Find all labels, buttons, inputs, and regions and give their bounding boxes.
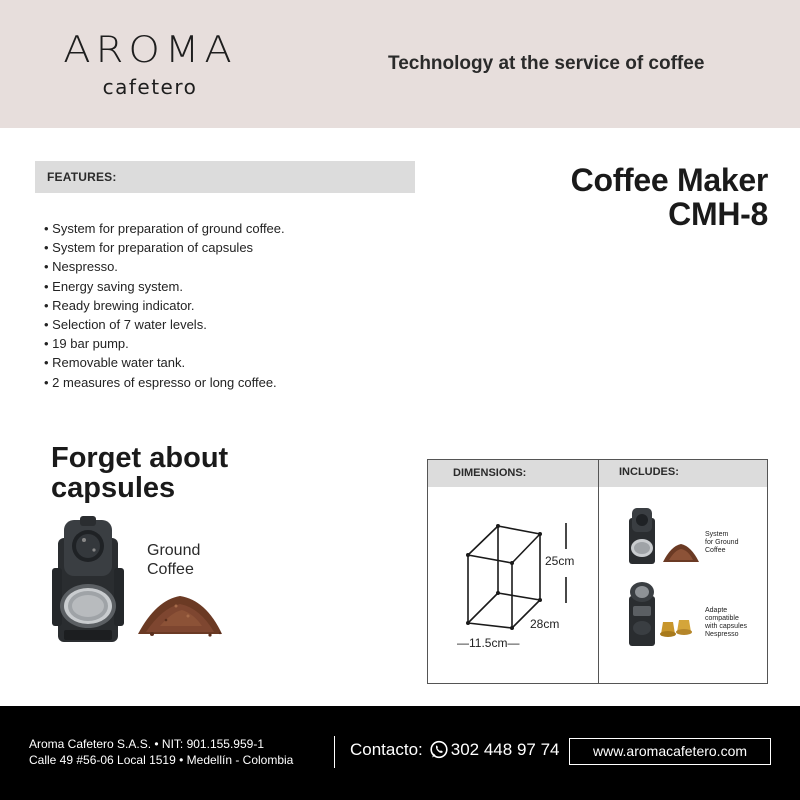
contact-label: Contacto: [350, 740, 423, 759]
feature-item: • Energy saving system. [44, 277, 285, 296]
feature-item: • System for preparation of capsules [44, 238, 285, 257]
include1-line: Coffee [705, 547, 726, 554]
tagline: Technology at the service of coffee [388, 53, 705, 74]
promo-headline-line1: Forget about [51, 442, 229, 474]
feature-item: • 2 measures of espresso or long coffee. [44, 373, 285, 392]
product-name: Coffee Maker [570, 162, 768, 198]
whatsapp-icon[interactable] [429, 740, 449, 760]
feature-item: • Ready brewing indicator. [44, 296, 285, 315]
company-info [29, 736, 293, 768]
contact-phone[interactable]: 302 448 97 74 [450, 740, 560, 759]
company-address: Calle 49 #56-06 Local 1519 • Medellín - Colombia [29, 753, 294, 767]
features-header-bar [35, 161, 415, 193]
product-model: CMH-8 [668, 196, 768, 232]
included-item-2-label [705, 607, 761, 639]
coffee-machine-image [52, 516, 124, 644]
dimension-width: —11.5cm— [457, 636, 520, 650]
include2-line: Adapte [705, 607, 728, 614]
ground-coffee-label-line2: Coffee [147, 561, 194, 578]
include2-line: with capsules [705, 623, 748, 630]
included-capsule-adapter-image [625, 582, 703, 648]
features-title: FEATURES: [47, 170, 117, 184]
ground-coffee-image [136, 590, 224, 638]
product-title [571, 163, 768, 231]
feature-item: • Removable water tank. [44, 353, 285, 372]
include2-line: compatible [705, 615, 739, 622]
features-list [44, 219, 285, 392]
included-item-1-label [705, 531, 761, 555]
included-ground-coffee-image [625, 508, 703, 566]
brand-logo[interactable] [50, 26, 250, 100]
feature-item: • Nespresso. [44, 257, 285, 276]
website-link[interactable]: www.aromacafetero.com [569, 738, 771, 765]
promo-headline [51, 443, 228, 503]
feature-item: • Selection of 7 water levels. [44, 315, 285, 334]
specs-divider [598, 460, 599, 683]
logo-subtitle: cafetero [102, 75, 198, 99]
include2-line: Nespresso [705, 631, 739, 638]
include1-line: System [705, 531, 729, 538]
ground-coffee-label [147, 541, 200, 579]
footer [0, 706, 800, 800]
dimension-depth: 28cm [530, 617, 560, 631]
contact-info [350, 740, 559, 760]
specs-box [427, 459, 768, 684]
dimensions-title: DIMENSIONS: [453, 467, 527, 479]
includes-title: INCLUDES: [619, 466, 679, 478]
feature-item: • System for preparation of ground coffee. [44, 219, 285, 238]
promo-headline-line2: capsules [51, 472, 176, 504]
ground-coffee-label-line1: Ground [147, 542, 201, 559]
company-legal: Aroma Cafetero S.A.S. • NIT: 901.155.959-1 [29, 737, 264, 751]
logo-wordmark: AROMA [63, 28, 237, 72]
footer-divider [334, 736, 335, 768]
feature-item: • 19 bar pump. [44, 334, 285, 353]
header-banner [0, 0, 800, 128]
dimension-height: 25cm [545, 554, 575, 568]
include1-line: for Ground [705, 539, 739, 546]
